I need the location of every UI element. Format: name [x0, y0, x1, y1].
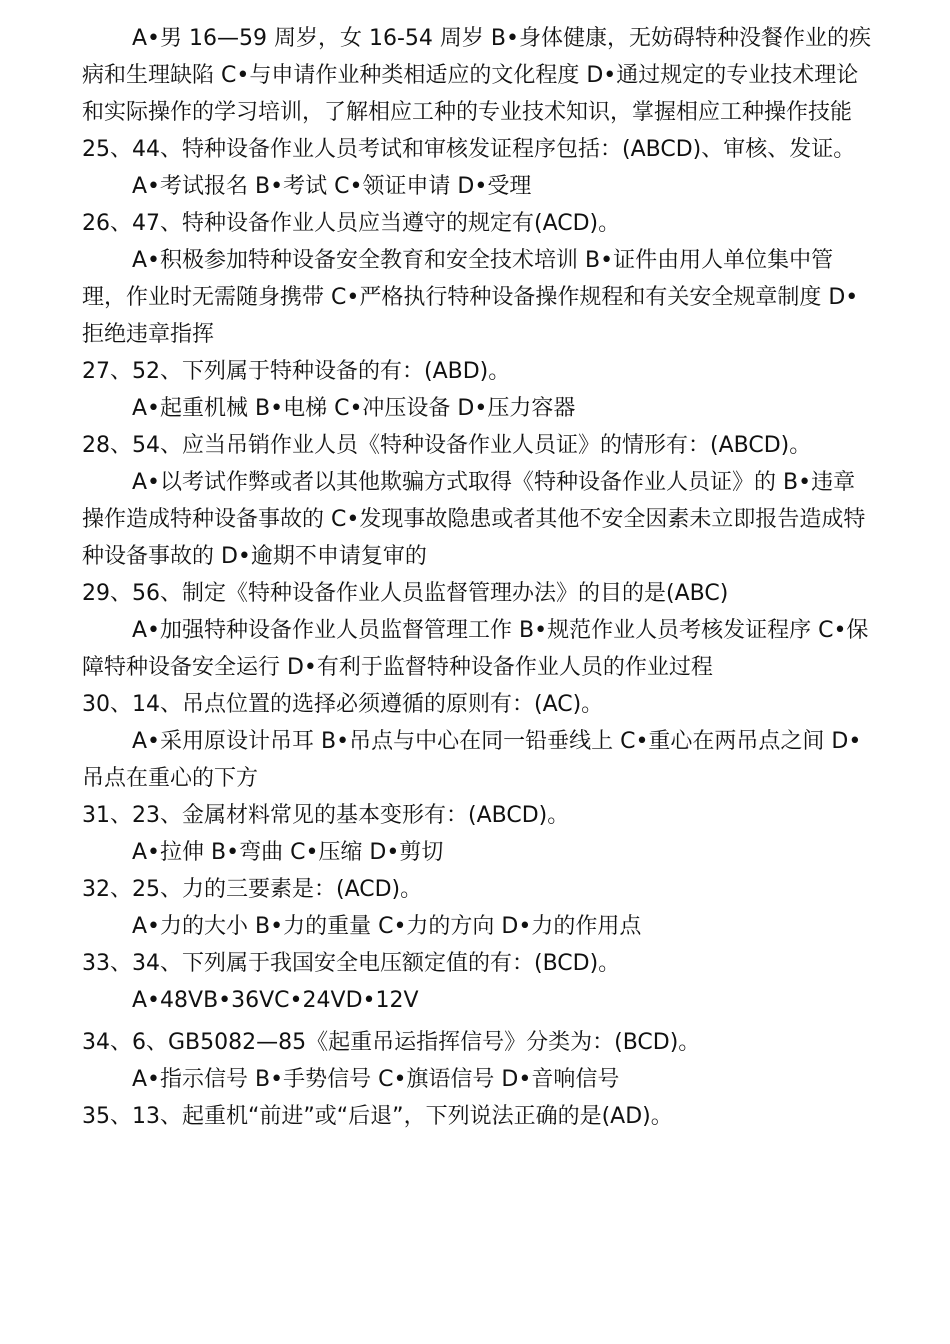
option-line: A•考试报名 B•考试 C•领证申请 D•受理	[132, 174, 532, 199]
question-line: 33、34、下列属于我国安全电压额定值的有：(BCD)。	[82, 951, 621, 976]
option-line: A•力的大小 B•力的重量 C•力的方向 D•力的作用点	[132, 914, 642, 939]
question-line: 35、13、起重机“前进”或“后退”，下列说法正确的是(AD)。	[82, 1104, 673, 1129]
option-line: A•以考试作弊或者以其他欺骗方式取得《特种设备作业人员证》的 B•违章操作造成特种设备事故的 C•发现事故隐患或者其他不安全因素未立即报告造成特种设备事故的 D•逾期不申请复审的	[82, 470, 866, 569]
option-line: A•起重机械 B•电梯 C•冲压设备 D•压力容器	[132, 396, 576, 421]
option-line: A•采用原设计吊耳 B•吊点与中心在同一铅垂线上 C•重心在两吊点之间 D•吊点在重心的下方	[82, 729, 862, 791]
question-line: 27、52、下列属于特种设备的有：(ABD)。	[82, 359, 511, 384]
question-line: 30、14、吊点位置的选择必须遵循的原则有：(AC)。	[82, 692, 604, 717]
question-line: 29、56、制定《特种设备作业人员监督管理办法》的目的是(ABC)	[82, 581, 729, 606]
option-line: A•男 16—59 周岁，女 16-54 周岁 B•身体健康，无妨碍特种没餐作业的疾病和生理缺陷 C•与申请作业种类相适应的文化程度 D•通过规定的专业技术理论和实际操作的学习培训，了解相应工种的专业技术知识，掌握相应工种操作技能	[82, 26, 871, 125]
option-line: A•48VB•36VC•24VD•12V	[132, 988, 419, 1013]
option-line: A•加强特种设备作业人员监督管理工作 B•规范作业人员考核发证程序 C•保障特种设备安全运行 D•有利于监督特种设备作业人员的作业过程	[82, 618, 869, 680]
option-line: A•积极参加特种设备安全教育和安全技术培训 B•证件由用人单位集中管理，作业时无需随身携带 C•严格执行特种设备操作规程和有关安全规章制度 D•拒绝违章指挥	[82, 248, 859, 347]
question-line: 32、25、力的三要素是：(ACD)。	[82, 877, 423, 902]
question-line: 34、6、GB5082—85《起重吊运指挥信号》分类为：(BCD)。	[82, 1030, 701, 1055]
option-line: A•拉伸 B•弯曲 C•压缩 D•剪切	[132, 840, 444, 865]
document-page	[82, 20, 872, 1135]
question-line: 25、44、特种设备作业人员考试和审核发证程序包括：(ABCD)、审核、发证。	[82, 137, 856, 162]
question-line: 28、54、应当吊销作业人员《特种设备作业人员证》的情形有：(ABCD)。	[82, 433, 812, 458]
question-line: 26、47、特种设备作业人员应当遵守的规定有(ACD)。	[82, 211, 621, 236]
option-line: A•指示信号 B•手势信号 C•旗语信号 D•音响信号	[132, 1067, 620, 1092]
question-line: 31、23、金属材料常见的基本变形有：(ABCD)。	[82, 803, 570, 828]
